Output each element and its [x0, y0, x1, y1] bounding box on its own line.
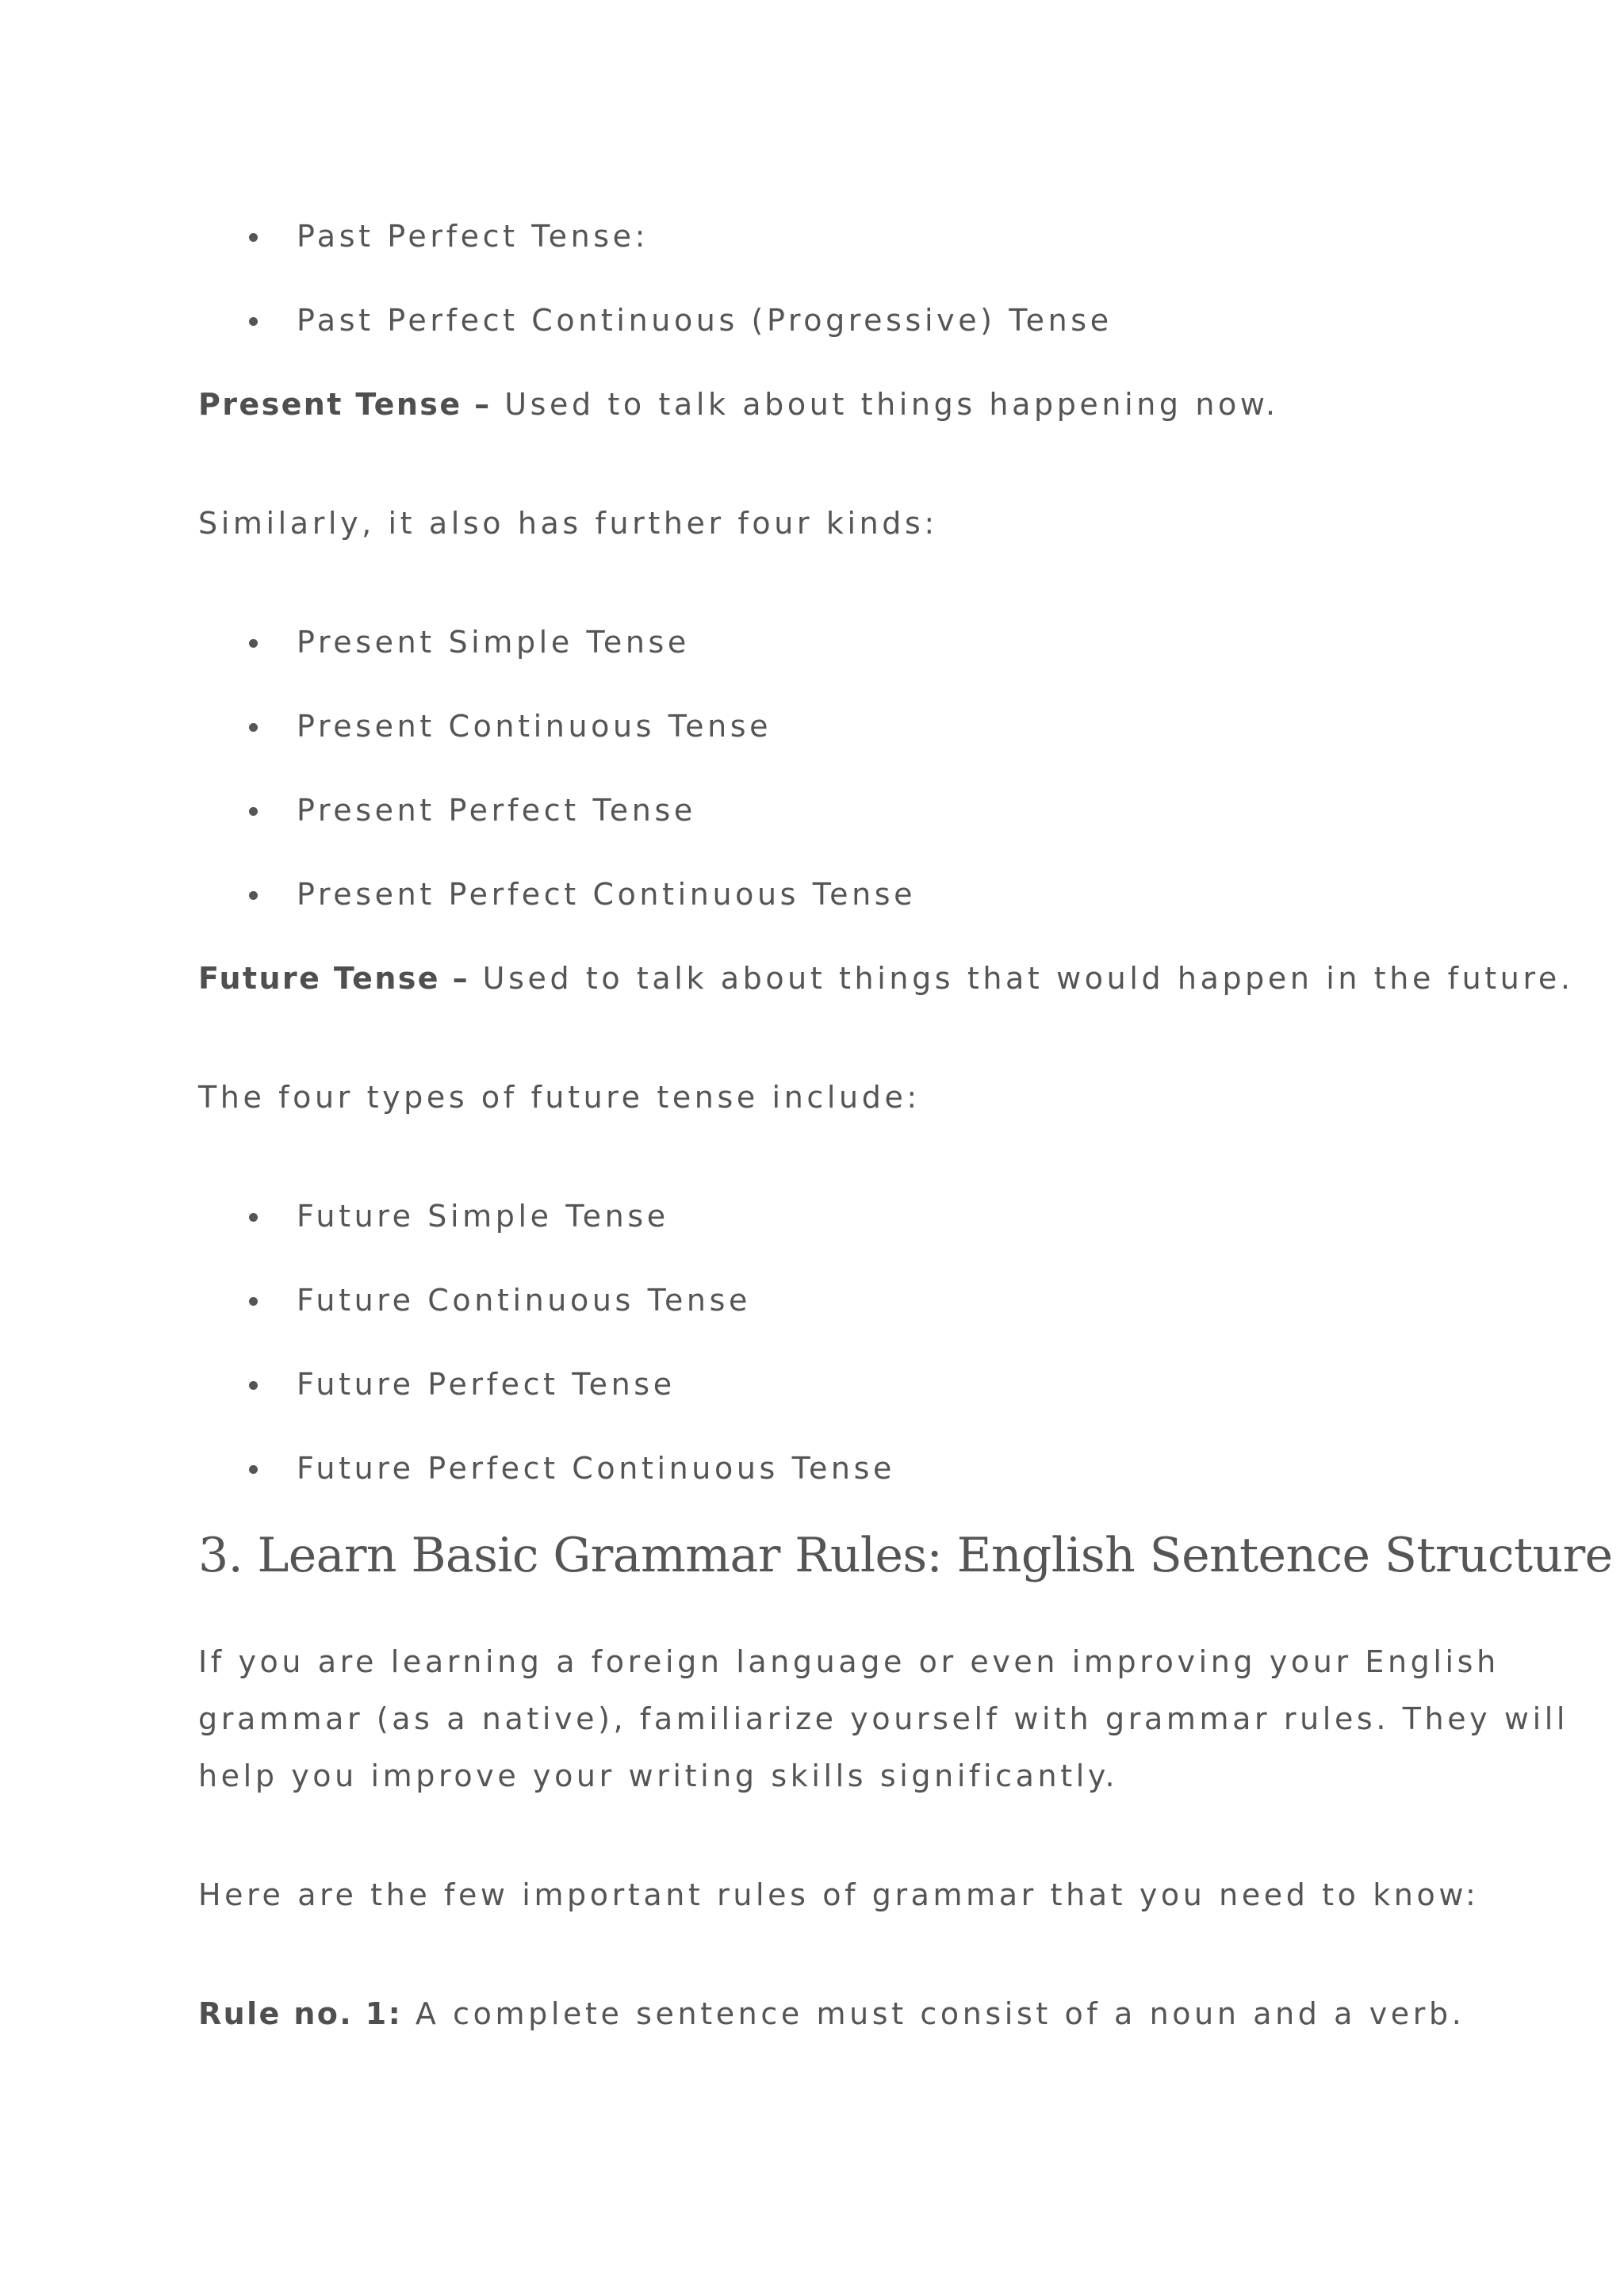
- bullet-icon: [249, 1381, 258, 1390]
- future-tense-definition: [198, 950, 1574, 1007]
- present-tense-text: Used to talk about things happening now.: [491, 387, 1279, 422]
- list-item-text: Future Perfect Tense: [297, 1367, 676, 1402]
- future-tense-text: Used to talk about things that would happen in the future.: [469, 961, 1574, 996]
- paragraph-line: If you are learning a foreign language or even improving your English: [198, 1644, 1500, 1679]
- present-tense-definition: [198, 376, 1279, 433]
- bullet-icon: [249, 807, 258, 816]
- bullet-icon: [249, 1465, 258, 1474]
- rule-1-text: A complete sentence must consist of a noun and a verb.: [402, 1996, 1465, 2031]
- bullet-icon: [249, 1213, 258, 1222]
- list-item-text: Present Continuous Tense: [297, 709, 772, 744]
- rules-intro: Here are the few important rules of grammar that you need to know:: [198, 1877, 1480, 1912]
- list-item-text: Future Simple Tense: [297, 1199, 669, 1234]
- list-item-text: Future Perfect Continuous Tense: [297, 1451, 895, 1486]
- list-item-text: Present Simple Tense: [297, 625, 690, 660]
- future-tense-label: Future Tense –: [198, 961, 469, 996]
- paragraph-line: grammar (as a native), familiarize yourself with grammar rules. They will: [198, 1701, 1569, 1736]
- paragraph-line: help you improve your writing skills significantly.: [198, 1758, 1119, 1793]
- bullet-icon: [249, 639, 258, 648]
- rule-1: [198, 1985, 1465, 2042]
- list-item-text: Present Perfect Tense: [297, 793, 696, 828]
- bullet-icon: [249, 1297, 258, 1306]
- rule-1-label: Rule no. 1:: [198, 1996, 403, 2031]
- list-item-text: Past Perfect Continuous (Progressive) Tense: [297, 303, 1113, 338]
- section-heading: 3. Learn Basic Grammar Rules: English Sentence Structure: [198, 1528, 1613, 1583]
- bullet-icon: [249, 891, 258, 900]
- bullet-icon: [249, 233, 258, 242]
- present-intro: Similarly, it also has further four kinds:: [198, 506, 938, 541]
- future-intro: The four types of future tense include:: [198, 1080, 921, 1115]
- list-item-text: Future Continuous Tense: [297, 1283, 751, 1318]
- list-item-text: Past Perfect Tense:: [297, 219, 649, 254]
- bullet-icon: [249, 317, 258, 326]
- list-item-text: Present Perfect Continuous Tense: [297, 877, 917, 912]
- present-tense-label: Present Tense –: [198, 387, 492, 422]
- bullet-icon: [249, 723, 258, 732]
